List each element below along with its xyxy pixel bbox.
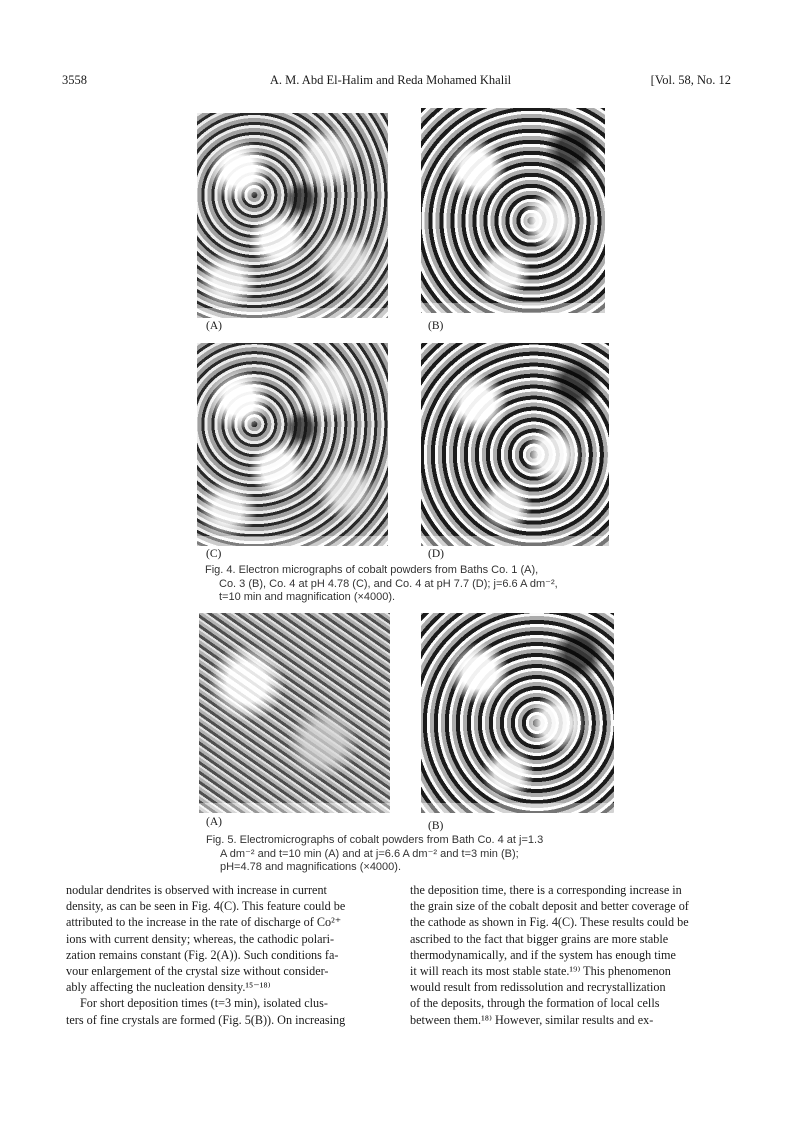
body-line: of the deposits, through the formation of local cells xyxy=(410,996,660,1011)
fig4-label-c: (C) xyxy=(206,548,222,560)
fig5-label-b: (B) xyxy=(428,820,444,832)
caption-line: A dm⁻² and t=10 min (A) and at j=6.6 A dm⁻² and t=3 min (B); xyxy=(220,847,519,860)
body-column-left xyxy=(66,882,387,1028)
body-line: nodular dendrites is observed with increase in current xyxy=(66,883,327,897)
fig4-caption xyxy=(205,564,558,605)
body-line: ions with current density; whereas, the cathodic polari- xyxy=(66,931,335,946)
page-number: 3558 xyxy=(62,73,87,87)
body-line: vour enlargement of the crystal size without consider- xyxy=(66,964,329,979)
body-line: zation remains constant (Fig. 2(A)). Such conditions fa- xyxy=(66,947,339,962)
body-line: attributed to the increase in the rate of discharge of Co²⁺ xyxy=(66,915,342,930)
fig4-label-a: (A) xyxy=(206,320,222,332)
fig5-micrograph-a xyxy=(199,613,390,813)
fig5-caption xyxy=(206,834,543,875)
caption-line: Co. 3 (B), Co. 4 at pH 4.78 (C), and Co. 4 at pH 7.7 (D); j=6.6 A dm⁻², xyxy=(219,577,558,590)
fig4-micrograph-a xyxy=(197,113,388,318)
caption-line: Fig. 4. Electron micrographs of cobalt powders from Baths Co. 1 (A), xyxy=(205,564,539,576)
body-line: between them.¹⁸⁾ However, similar results and ex- xyxy=(410,1012,654,1027)
caption-line: Fig. 5. Electromicrographs of cobalt powders from Bath Co. 4 at j=1.3 xyxy=(206,834,544,846)
body-line: For short deposition times (t=3 min), isolated clus- xyxy=(80,996,328,1011)
body-line: ascribed to the fact that bigger grains are more stable xyxy=(410,931,669,946)
body-line: thermodynamically, and if the system has enough time xyxy=(410,947,676,962)
journal-volume: [Vol. 58, No. 12 xyxy=(650,73,731,87)
caption-line: pH=4.78 and magnifications (×4000). xyxy=(220,861,402,873)
body-line: density, as can be seen in Fig. 4(C). This feature could be xyxy=(66,899,346,914)
body-line: the cathode as shown in Fig. 4(C). These results could be xyxy=(410,915,689,930)
body-column-right xyxy=(410,882,731,1028)
fig4-label-b: (B) xyxy=(428,320,444,332)
body-line: ably affecting the nucleation density.¹⁵⁻¹⁸⁾ xyxy=(66,980,271,995)
fig4-micrograph-b xyxy=(421,108,605,313)
body-line: would result from redissolution and recrystallization xyxy=(410,980,666,995)
fig4-micrograph-c xyxy=(197,343,388,546)
fig4-micrograph-d xyxy=(421,343,609,546)
caption-line: t=10 min and magnification (×4000). xyxy=(219,591,396,603)
body-line: it will reach its most stable state.¹⁹⁾ This phenomenon xyxy=(410,964,671,979)
running-header-authors: A. M. Abd El-Halim and Reda Mohamed Khalil xyxy=(269,73,512,87)
body-line: ters of fine crystals are formed (Fig. 5(B)). On increasing xyxy=(66,1012,346,1027)
fig5-label-a: (A) xyxy=(206,816,222,828)
body-line: the grain size of the cobalt deposit and better coverage of xyxy=(410,899,689,914)
body-line: the deposition time, there is a corresponding increase in xyxy=(410,883,682,897)
fig4-label-d: (D) xyxy=(428,548,444,560)
fig5-micrograph-b xyxy=(421,613,614,813)
